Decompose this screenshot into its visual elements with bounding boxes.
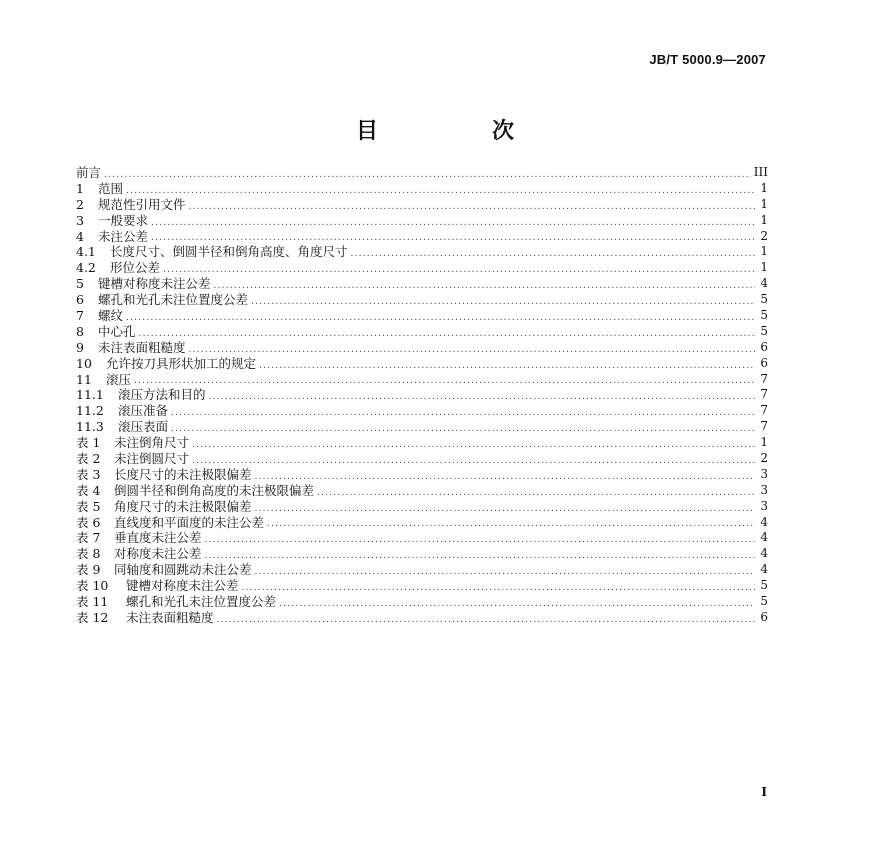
toc-entry bbox=[76, 197, 768, 213]
toc-entry-number: 表 4 bbox=[76, 482, 101, 498]
toc-entry bbox=[76, 451, 768, 467]
toc-entry bbox=[76, 435, 768, 451]
toc-leader-dots bbox=[151, 217, 755, 229]
toc-leader-dots bbox=[255, 566, 755, 578]
toc-entry-label: 形位公差 bbox=[110, 260, 161, 276]
toc-entry-page: 2 bbox=[760, 228, 768, 243]
toc-leader-dots bbox=[134, 375, 755, 387]
toc-entry-label: 长度尺寸的未注极限偏差 bbox=[114, 466, 252, 482]
toc-entry-number: 表 1 bbox=[76, 435, 101, 451]
toc-entry bbox=[76, 578, 768, 594]
toc-entry-page: 5 bbox=[760, 594, 768, 609]
toc-entry bbox=[76, 546, 768, 562]
toc-leader-dots bbox=[171, 423, 755, 435]
toc-entry bbox=[76, 419, 768, 435]
toc-entry-number: 表 10 bbox=[76, 578, 109, 594]
toc-entry-page: 2 bbox=[760, 451, 768, 466]
toc-entry bbox=[76, 562, 768, 578]
toc-entry bbox=[76, 260, 768, 276]
toc-entry-number: 11 bbox=[76, 371, 92, 387]
toc-entry-number: 4.1 bbox=[76, 244, 96, 260]
toc-entry-label: 规范性引用文件 bbox=[98, 196, 186, 212]
toc-entry-label: 前言 bbox=[76, 164, 102, 180]
toc-entry bbox=[76, 483, 768, 499]
toc-entry-page: 4 bbox=[760, 276, 768, 291]
toc-leader-dots bbox=[279, 598, 755, 610]
toc-entry-number: 表 2 bbox=[76, 451, 101, 467]
toc-entry-label: 角度尺寸的未注极限偏差 bbox=[114, 498, 252, 514]
toc-entry-number: 4 bbox=[76, 228, 84, 244]
toc-entry-page: 1 bbox=[760, 196, 768, 211]
toc-entry-number: 6 bbox=[76, 292, 84, 308]
toc-entry-label: 一般要求 bbox=[98, 212, 149, 228]
toc-entry bbox=[76, 340, 768, 356]
toc-entry-page: 6 bbox=[760, 355, 768, 370]
toc-entry-page: III bbox=[753, 164, 768, 179]
toc-entry-label: 同轴度和圆跳动未注公差 bbox=[114, 562, 252, 578]
toc-entry bbox=[76, 181, 768, 197]
toc-entry-number: 表 3 bbox=[76, 466, 101, 482]
toc-entry-page: 1 bbox=[760, 260, 768, 275]
toc-entry-label: 键槽对称度未注公差 bbox=[126, 578, 239, 594]
toc-entry-page: 7 bbox=[760, 403, 768, 418]
toc-entry-page: 4 bbox=[760, 546, 768, 561]
toc-entry-page: 1 bbox=[760, 180, 768, 195]
toc-entry-label: 螺孔和光孔未注位置度公差 bbox=[126, 594, 277, 610]
toc-entry-page: 1 bbox=[760, 435, 768, 450]
toc-entry-label: 未注表面粗糙度 bbox=[126, 609, 214, 625]
toc-leader-dots bbox=[205, 534, 755, 546]
toc-entry bbox=[76, 308, 768, 324]
toc-entry-number: 表 11 bbox=[76, 594, 109, 610]
toc-entry-page: 6 bbox=[760, 339, 768, 354]
toc-entry bbox=[76, 244, 768, 260]
toc-entry-page: 6 bbox=[760, 609, 768, 624]
toc-leader-dots bbox=[351, 248, 755, 260]
toc-entry-label: 垂直度未注公差 bbox=[114, 530, 202, 546]
toc-entry-page: 5 bbox=[760, 292, 768, 307]
toc-entry-label: 未注倒圆尺寸 bbox=[114, 451, 190, 467]
toc-entry-page: 1 bbox=[760, 244, 768, 259]
toc-leader-dots bbox=[139, 328, 755, 340]
toc-entry-number: 表 5 bbox=[76, 498, 101, 514]
toc-leader-dots bbox=[189, 344, 755, 356]
toc-leader-dots bbox=[242, 582, 755, 594]
toc-entry bbox=[76, 610, 768, 626]
toc-entry-page: 5 bbox=[760, 308, 768, 322]
toc-leader-dots bbox=[217, 614, 755, 626]
toc-entry-label: 滚压表面 bbox=[118, 419, 169, 435]
toc-entry bbox=[76, 276, 768, 292]
toc-entry-label: 滚压 bbox=[106, 371, 132, 387]
toc-entry-page: 7 bbox=[760, 371, 768, 386]
toc-entry-label: 范围 bbox=[98, 180, 124, 196]
toc-entry-number: 8 bbox=[76, 323, 84, 339]
toc-entry-label: 滚压方法和目的 bbox=[118, 387, 206, 403]
toc-entry-label: 对称度未注公差 bbox=[114, 546, 202, 562]
toc-entry-page: 7 bbox=[760, 419, 768, 434]
toc-entry-label: 螺纹 bbox=[98, 308, 124, 323]
toc-entry-number: 11.2 bbox=[76, 403, 104, 419]
toc-entry bbox=[76, 530, 768, 546]
toc-entry-label: 中心孔 bbox=[98, 323, 136, 339]
toc-entry bbox=[76, 403, 768, 419]
toc-leader-dots bbox=[317, 487, 755, 499]
toc-entry-page: 3 bbox=[760, 498, 768, 513]
toc-leader-dots bbox=[126, 185, 755, 197]
toc-leader-dots bbox=[192, 439, 755, 451]
toc-entry bbox=[76, 165, 768, 181]
table-of-contents bbox=[76, 165, 768, 626]
toc-entry-number: 表 6 bbox=[76, 514, 101, 530]
toc-leader-dots bbox=[214, 280, 755, 292]
toc-entry-number: 5 bbox=[76, 276, 84, 292]
toc-leader-dots bbox=[209, 391, 755, 403]
toc-entry-page: 7 bbox=[760, 387, 768, 402]
toc-entry-label: 滚压准备 bbox=[118, 403, 169, 419]
toc-entry bbox=[76, 213, 768, 229]
toc-entry-number: 11.3 bbox=[76, 419, 104, 435]
toc-entry-label: 螺孔和光孔未注位置度公差 bbox=[98, 292, 249, 308]
toc-entry-page: 3 bbox=[760, 482, 768, 497]
toc-entry-label: 倒圆半径和倒角高度的未注极限偏差 bbox=[114, 482, 315, 498]
toc-leader-dots bbox=[205, 550, 755, 562]
toc-entry-number: 1 bbox=[76, 180, 84, 196]
toc-leader-dots bbox=[255, 503, 755, 515]
toc-entry-label: 未注倒角尺寸 bbox=[114, 435, 190, 451]
toc-leader-dots bbox=[151, 232, 755, 244]
toc-entry bbox=[76, 324, 768, 340]
toc-leader-dots bbox=[189, 201, 755, 213]
toc-leader-dots bbox=[163, 264, 755, 276]
toc-entry-page: 3 bbox=[760, 466, 768, 481]
toc-entry-number: 3 bbox=[76, 212, 84, 228]
toc-entry bbox=[76, 594, 768, 610]
toc-entry-number: 表 7 bbox=[76, 530, 101, 546]
toc-entry bbox=[76, 356, 768, 372]
toc-leader-dots bbox=[267, 518, 755, 530]
toc-entry-label: 未注表面粗糙度 bbox=[98, 339, 186, 355]
toc-entry-number: 表 9 bbox=[76, 562, 101, 578]
toc-entry-page: 5 bbox=[760, 323, 768, 338]
toc-entry-number: 10 bbox=[76, 355, 92, 371]
toc-entry-label: 键槽对称度未注公差 bbox=[98, 276, 211, 292]
toc-leader-dots bbox=[126, 312, 755, 324]
page-number: I bbox=[761, 785, 767, 799]
toc-entry-label: 允许按刀具形状加工的规定 bbox=[106, 355, 257, 371]
toc-entry-page: 4 bbox=[760, 514, 768, 529]
standard-code: JB/T 5000.9—2007 bbox=[649, 52, 766, 67]
toc-entry-number: 表 8 bbox=[76, 546, 101, 562]
toc-entry bbox=[76, 292, 768, 308]
toc-leader-dots bbox=[104, 169, 751, 181]
toc-entry-label: 长度尺寸、倒圆半径和倒角高度、角度尺寸 bbox=[110, 244, 348, 260]
toc-entry-page: 4 bbox=[760, 562, 768, 577]
toc-entry-number: 7 bbox=[76, 308, 84, 323]
toc-entry-number: 2 bbox=[76, 196, 84, 212]
toc-entry bbox=[76, 499, 768, 515]
toc-entry-number: 4.2 bbox=[76, 260, 96, 276]
toc-entry-page: 1 bbox=[760, 212, 768, 227]
toc-entry-page: 4 bbox=[760, 530, 768, 545]
toc-leader-dots bbox=[251, 296, 755, 308]
toc-entry-label: 未注公差 bbox=[98, 228, 149, 244]
toc-leader-dots bbox=[171, 407, 755, 419]
toc-leader-dots bbox=[259, 360, 755, 372]
toc-entry bbox=[76, 387, 768, 403]
toc-leader-dots bbox=[192, 455, 755, 467]
toc-entry-number: 9 bbox=[76, 339, 84, 355]
page-title: 目 次 bbox=[355, 118, 560, 144]
toc-entry bbox=[76, 372, 768, 388]
toc-entry bbox=[76, 467, 768, 483]
toc-entry bbox=[76, 515, 768, 531]
toc-entry-page: 5 bbox=[760, 578, 768, 593]
toc-entry-number: 表 12 bbox=[76, 609, 109, 625]
toc-entry-label: 直线度和平面度的未注公差 bbox=[114, 514, 265, 530]
toc-leader-dots bbox=[255, 471, 755, 483]
toc-entry-number: 11.1 bbox=[76, 387, 104, 403]
toc-entry bbox=[76, 229, 768, 245]
